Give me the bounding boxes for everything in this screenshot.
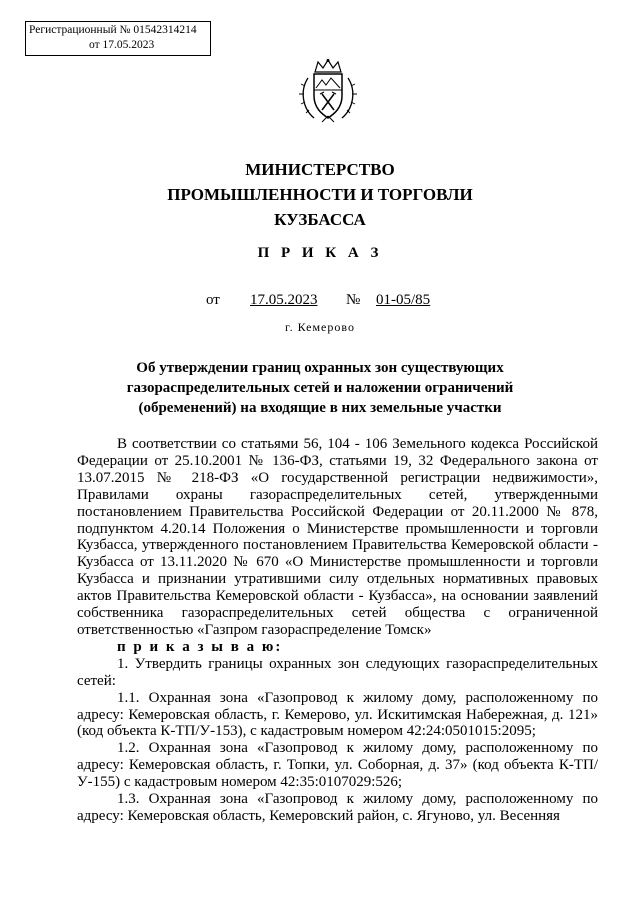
item-1-2: 1.2. Охранная зона «Газопровод к жилому дому, расположенному по адресу: Кемеровская область, г. Топки, ул. Соборная, д. 37» (код объекта К-ТП/У-155) с кадастровым номером 42:35:0107029:526; — [77, 740, 598, 791]
kuzbass-coat-of-arms-icon — [298, 58, 358, 126]
registration-stamp — [25, 21, 211, 56]
document-body — [77, 436, 598, 825]
document-title: Об утверждении границ охранных зон существующих газораспределительных сетей и наложении ограничений (обременений) на входящие в них земельные участки — [126, 360, 514, 416]
order-number: 01-05/85 — [376, 292, 431, 308]
registration-date: от 17.05.2023 — [89, 39, 155, 51]
item-1-3: 1.3. Охранная зона «Газопровод к жилому дому, расположенному по адресу: Кемеровская область, Кемеровский район, с. Ягуново, ул. Весенняя — [77, 791, 598, 824]
number-label: № — [346, 292, 361, 308]
ministry-name-line1: МИНИСТЕРСТВО — [245, 160, 395, 179]
ministry-name-line3: КУЗБАССА — [274, 210, 366, 229]
ministry-name-line2: ПРОМЫШЛЕННОСТИ И ТОРГОВЛИ — [167, 185, 473, 204]
from-label: от — [206, 292, 220, 308]
city: г. Кемерово — [285, 320, 355, 334]
order-date-line — [0, 292, 640, 312]
preamble-paragraph: В соответствии со статьями 56, 104 - 106 Земельного кодекса Российской Федерации от 25.10.2001 № 136-ФЗ, статьями 19, 32 Федерального закона от 13.07.2015 № 218-ФЗ «О государственной регистрации недвижимости», Правилами охраны газораспределительных сетей, утвержденными постановлением Правительства Российской Федерации от 20.11.2000 № 878, подпунктом 4.20.14 Положения о Министерстве промышленности и торговли Кузбасса, утвержденного постановлением Правительства Кемеровской области - Кузбасса от 13.11.2020 № 670 «О Министерстве промышленности и торговли Кузбасса и признании утратившими силу отдельных нормативных правовых актов Правительства Кемеровской области - Кузбасса», на основании заявлений собственника газораспределительных сетей общества с ограниченной ответственностью «Газпром газораспределение Томск» — [77, 436, 598, 638]
item-1-1: 1.1. Охранная зона «Газопровод к жилому дому, расположенному по адресу: Кемеровская область, г. Кемерово, ул. Искитимская Набережная, д. 121» (код объекта К-ТП/У-153), с кадастровым номером 42:24:0501015:2095; — [77, 689, 598, 740]
item-1: 1. Утвердить границы охранных зон следующих газораспределительных сетей: — [77, 655, 598, 689]
document-type: П Р И К А З — [257, 245, 383, 261]
registration-number: Регистрационный № 01542314214 — [29, 24, 197, 36]
order-date: 17.05.2023 — [250, 292, 318, 308]
order-word: п р и к а з ы в а ю: — [117, 638, 283, 655]
